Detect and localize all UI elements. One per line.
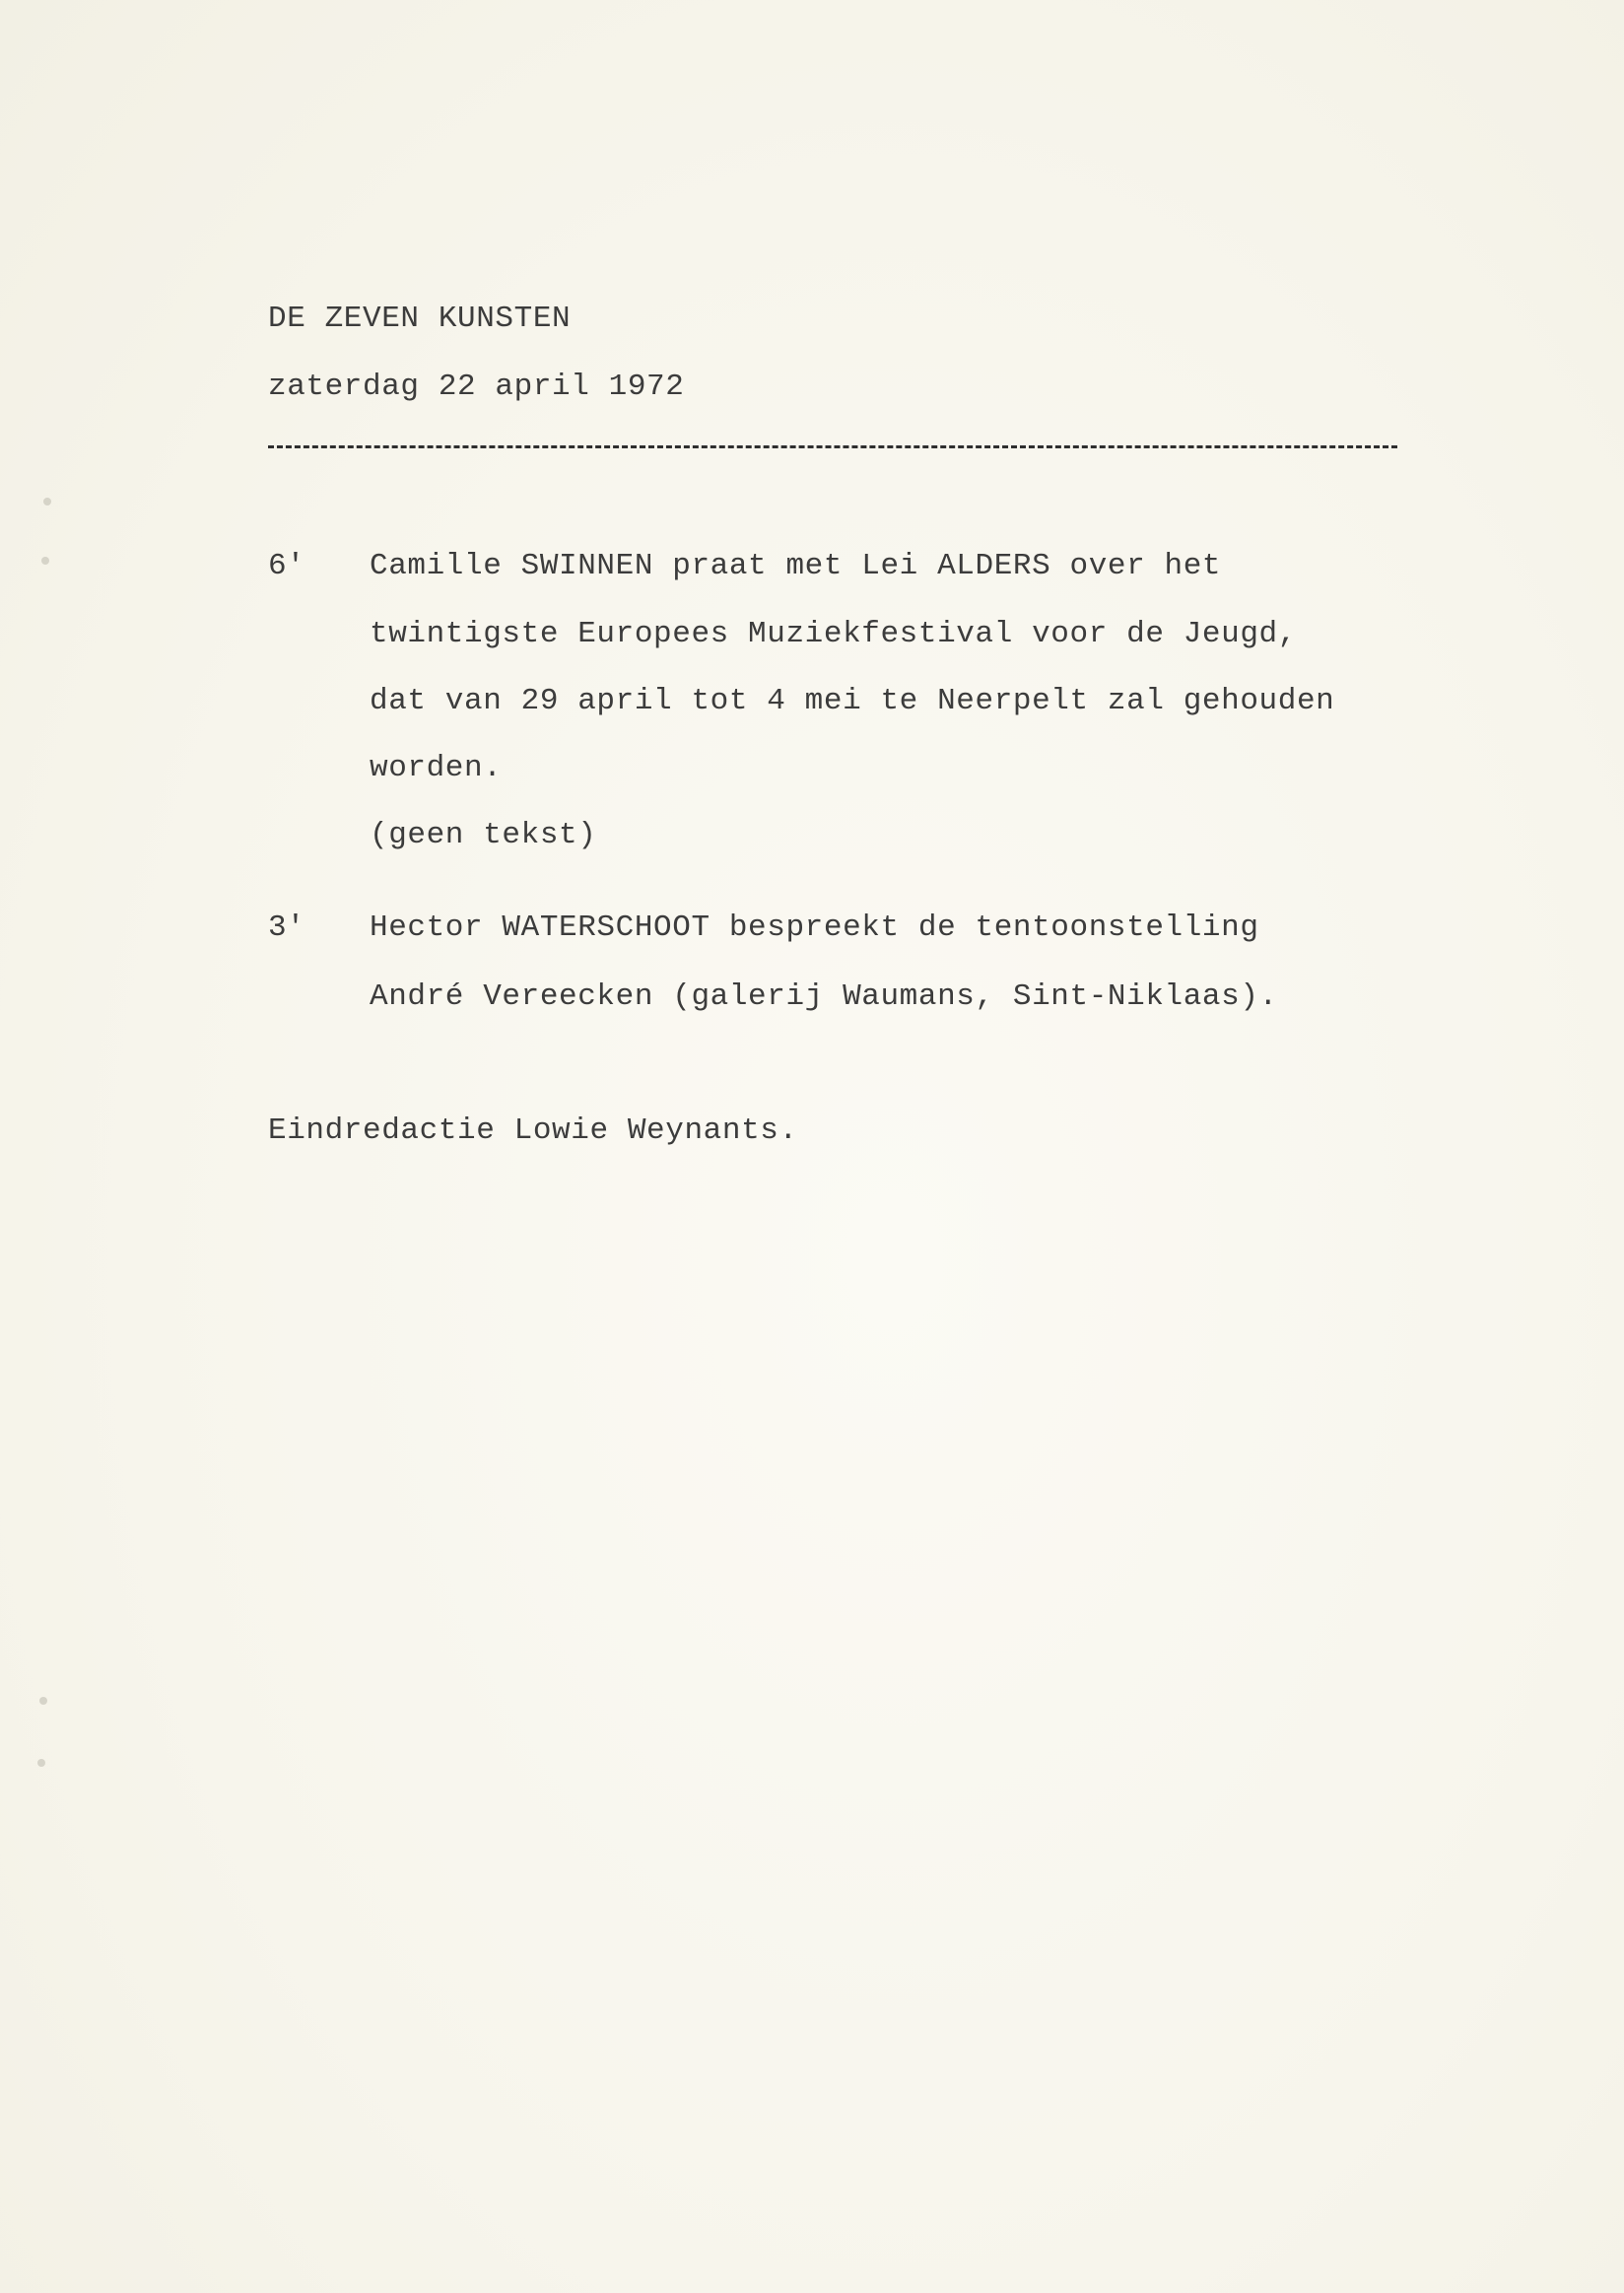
item-text-line: twintigste Europees Muziekfestival voor de Jeugd, bbox=[370, 617, 1297, 651]
document-date: zaterdag 22 april 1972 bbox=[268, 370, 685, 404]
punch-hole-mark bbox=[39, 1697, 47, 1705]
item-note: (geen tekst) bbox=[370, 818, 597, 852]
document-title: DE ZEVEN KUNSTEN bbox=[268, 302, 572, 336]
item-text-line: Camille SWINNEN praat met Lei ALDERS over het bbox=[370, 549, 1222, 583]
item-text-line: worden. bbox=[370, 751, 503, 785]
separator-rule bbox=[268, 445, 1397, 448]
editorial-credit: Eindredactie Lowie Weynants. bbox=[268, 1113, 798, 1148]
punch-hole-mark bbox=[37, 1759, 45, 1767]
item-duration: 3' bbox=[268, 910, 305, 945]
punch-hole-mark bbox=[43, 498, 51, 506]
item-text-line: Hector WATERSCHOOT bespreekt de tentoonstelling bbox=[370, 910, 1259, 945]
item-duration: 6' bbox=[268, 549, 305, 583]
item-text-line: André Vereecken (galerij Waumans, Sint-Niklaas). bbox=[370, 979, 1278, 1014]
item-text-line: dat van 29 april tot 4 mei te Neerpelt zal gehouden bbox=[370, 684, 1335, 718]
punch-hole-mark bbox=[41, 557, 49, 565]
